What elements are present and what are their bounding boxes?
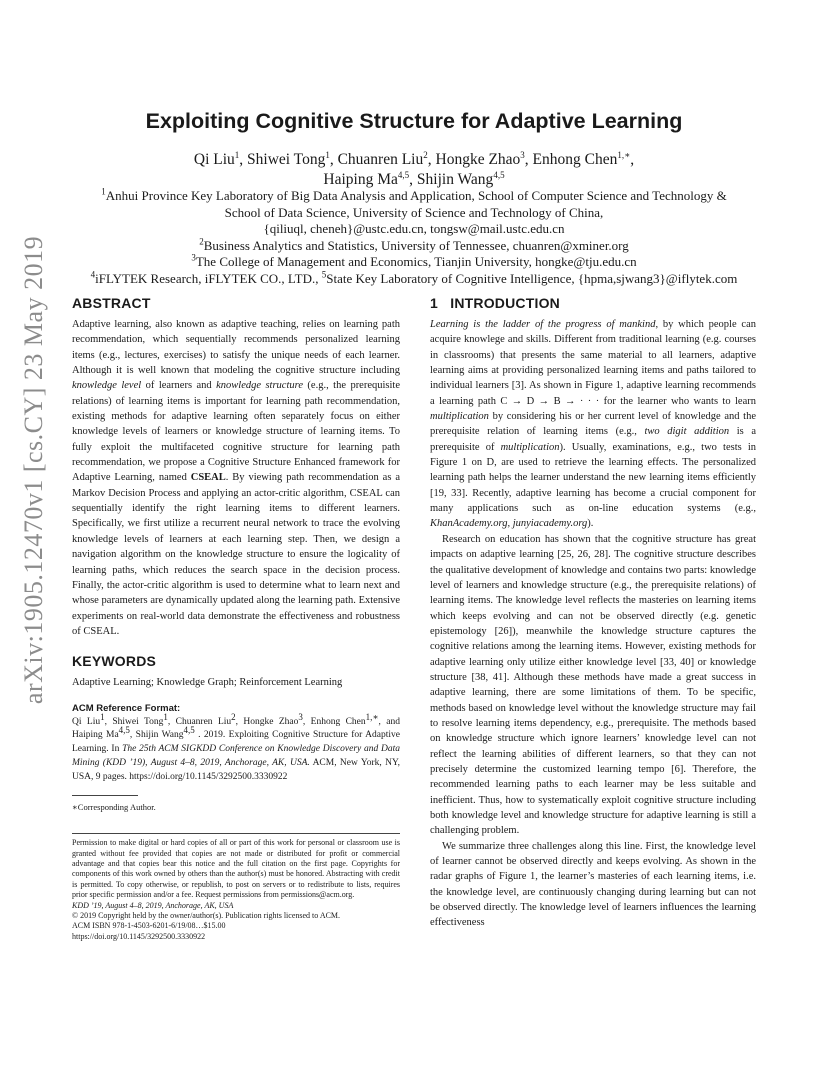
- affil-text: Business Analytics and Statistics, University of Tennessee, chuanren@xminer.org: [203, 237, 629, 253]
- acm-ref-part: Qi Liu: [72, 716, 101, 727]
- permission-block: [72, 838, 400, 942]
- arxiv-identifier: arXiv:1905.12470v1 [cs.CY] 23 May 2019: [19, 235, 48, 705]
- acm-ref-venue: The 25th ACM SIGKDD Conference on Knowledge Discovery and Data Mining (KDD ’19), August 4–8, 2019, Anchorage, AK, USA.: [72, 744, 401, 769]
- intro-part: by considering his or her current level of knowledge and the prerequisite relation of learning items (e.g.,: [430, 411, 756, 438]
- affiliation-4-5: [72, 271, 756, 288]
- author-name: Shiwei Tong: [247, 151, 326, 168]
- abstract-part: . By viewing path recommendation as a Markov Decision Process and applying an actor-critic algorithm, CSEAL can sequentially identify the right learning items to different learners. Specifically, we first utilize a recurrent neural network to trace the evolving knowledge levels of learners at each learning step. Then, we design a navigation algorithm on the knowledge structure to ensure the logicality of learning paths, which reduces the search space in the decision process. Finally, the actor-critic algorithm is used to determine what to learn next and whose parameters are dynamically updated along the learning path. Extensive experiments on real-world data demonstrate the effectiveness and robustness of CSEAL.: [72, 472, 401, 637]
- author-affil-mark: 2: [423, 149, 428, 160]
- affil-text: State Key Laboratory of Cognitive Intelligence, {hpma,sjwang3}@iflytek.com: [326, 270, 738, 286]
- arxiv-sidebar-stamp: [12, 235, 56, 705]
- doi-line: https://doi.org/10.1145/3292500.3330922: [72, 931, 206, 941]
- permission-text: Permission to make digital or hard copies of all or part of this work for personal or classroom use is granted without fee provided that copies are not made or distributed for profit or commercial advantage and that copies bear this notice and the full citation on the first page. Copyrights for components of this work owned by others than the author(s) must be honored. Abstracting with credit is permitted. To copy otherwise, or republish, to post on servers or to redistribute to lists, requires prior specific permission and/or a fee. Request permissions from permissions@acm.org.: [72, 838, 400, 900]
- abstract-emphasis: knowledge structure: [216, 380, 303, 392]
- abstract-heading: ABSTRACT: [72, 295, 151, 311]
- author-affil-mark: 4,5: [493, 169, 505, 180]
- affiliation-list: [72, 188, 756, 288]
- introduction-heading: 1 INTRODUCTION: [430, 295, 560, 311]
- keywords-text: Adaptive Learning; Knowledge Graph; Reinforcement Learning: [72, 677, 343, 689]
- author-affil-mark: 3: [520, 149, 525, 160]
- acm-ref-sup: 4,5: [118, 725, 130, 736]
- affil-mark: 3: [191, 253, 196, 264]
- affil-mark: 5: [321, 269, 327, 280]
- author-line-2: Haiping Ma$^{4,5}$, Shijin Wang$^{4,5}$: [323, 169, 505, 188]
- intro-emphasis: multiplication: [500, 441, 560, 453]
- intro-paragraph-3: We summarize three challenges along this line. First, the knowledge level of learner cannot be observed directly and keeps evolving. As shown in the radar graphs of Figure 1, the learner’s masteries of each learning items, i.e. the knowledge level, are continuously changing during learning but can not be observed directly. The knowledge level of learners influences the learning effectiveness: [430, 840, 756, 929]
- acm-ref-part: , Hongke Zhao: [235, 716, 299, 727]
- acm-reference-heading: ACM Reference Format:: [72, 702, 181, 714]
- author-name: Enhong Chen: [532, 151, 618, 168]
- permission-rule: [72, 833, 400, 834]
- abstract-part: (e.g., the prerequisite relations) of learning items is important for learning path recommendation, existing methods for adaptive learning often separately focus on either knowledge levels of learners or knowledge structure of learning items. To fully exploit the multifaceted cognitive structure for learning path recommendation, we propose a Cognitive Structure Enhanced framework for Adaptive Learning, named: [72, 380, 401, 484]
- author-name: Chuanren Liu: [337, 151, 424, 168]
- acm-ref-part: , Chuanren Liu: [167, 716, 232, 727]
- abstract-emphasis: knowledge level: [72, 380, 142, 392]
- acm-ref-sup: 4,5: [183, 725, 195, 736]
- author-affil-mark: 4,5: [397, 169, 410, 180]
- affil-mark: 1: [101, 186, 106, 197]
- acm-ref-part: , and Haiping Ma: [72, 716, 401, 741]
- intro-emphasis: multiplication: [430, 411, 489, 423]
- acm-ref-part: , Shijin Wang: [129, 730, 184, 741]
- isbn-line: ACM ISBN 978-1-4503-6201-6/19/08…$15.00: [72, 921, 226, 931]
- affil-mark: 2: [199, 236, 204, 247]
- affil-mark: 4: [90, 269, 96, 280]
- affiliation-1-line-2: School of Data Science, University of Science and Technology of China,: [224, 204, 604, 220]
- abstract-part: Adaptive learning, also known as adaptive teaching, relies on learning path recommendation, which sequentially recommends personalized learning items (e.g., lectures, exercises) to satisfy the unique needs of each learner. Although it is well known that modeling the cognitive structure including: [72, 319, 400, 377]
- acm-reference-text: [72, 711, 401, 786]
- keywords-heading: KEYWORDS: [72, 653, 157, 670]
- acm-ref-part: , Shiwei Tong: [104, 716, 164, 727]
- author-name: Hongke Zhao: [435, 151, 521, 168]
- abstract-bold: CSEAL: [190, 472, 226, 484]
- author-list: [72, 150, 756, 190]
- intro-part: is a prerequisite of: [430, 426, 756, 453]
- acm-ref-part: , Enhong Chen: [302, 716, 366, 727]
- affiliation-3: [72, 254, 756, 271]
- author-line-1: Qi Liu$^1$, Shiwei Tong$^1$, Chuanren Liu$^2$, Hongke Zhao$^3$, Enhong Chen$^{1,∗}$,: [193, 149, 635, 168]
- intro-part: , by which people can acquire knowlege and skills. Different from traditional learning (e.g. courses in classrooms) that presents the same material to all learners, adaptive learning aims at providing personalized learning items and paths tailored to individual learners [3]. As shown in Figure 1, adaptive learning recommends a learning path C → D → B → · · · for the learner who wants to learn: [430, 319, 756, 407]
- intro-emphasis: KhanAcademy.org, junyiacademy.org: [430, 518, 588, 530]
- corresponding-author-footnote: ∗Corresponding Author.: [72, 802, 156, 813]
- footnote-rule: [72, 795, 138, 796]
- affiliation-2: [72, 238, 756, 255]
- intro-paragraph-2: Research on education has shown that the cognitive structure has great impacts on adaptive learning [25, 26, 28]. The cognitive structure describes the qualitative development of knowledge and contains two parts: knowledge level of learners and knowledge structure (e.g., the prerequisite relations) of learning items. The knowledge level reflects the masteries on learning items which keeps evolving and can not be observed directly (e.g. genetic epistemology [26]), meanwhile the knowledge structure captures the cognitive relations among the learning items. However, existing methods for adaptive learning only utilize either knowledge level [33, 40] or knowledge structure [38, 41]. Although these methods have made a great success in adaptive learning, there are some limitations of them. To be specific, methods based on knowledge level without the knowledge structure may fail to resolve learning items dependency, e.g., prerequisite. The methods based on knowledge structure which ignore learners’ knowledge level can not reflect the learning abilities of different learners, so that they can not precisely determine the customized learning tempo [6]. Therefore, the recommended learning paths to each learner may be less suitable and inefficient. Thus, how to systematically exploit cognitive structure including both knowledge level and knowledge structure for adaptive learning is still a challenging problem.: [430, 533, 756, 837]
- author-name: Haiping Ma: [323, 171, 398, 188]
- intro-part: ). Usually, examinations, e.g., two tests in Figure 1 on D, are used to retrieve the learning effects. The personalized learning path helps the learner understand the new learning items efficiently [19, 33]. Recently, adaptive learning has become a crucial component for many applications such as on-line education systems (e.g.,: [430, 441, 756, 515]
- intro-emphasis: Learning is the ladder of the progress of mankind: [430, 319, 656, 330]
- author-name: Qi Liu: [193, 151, 235, 168]
- right-column: [430, 295, 756, 931]
- affiliation-1-line-1: [72, 188, 756, 205]
- copyright-line: © 2019 Copyright held by the owner/author(s). Publication rights licensed to ACM.: [72, 910, 341, 920]
- paper-title: Exploiting Cognitive Structure for Adaptive Learning: [145, 109, 683, 133]
- author-affil-mark: 1: [325, 149, 330, 160]
- acm-ref-sup: 1: [163, 711, 168, 722]
- intro-paragraph-1: [430, 317, 756, 532]
- acm-ref-sup: 2: [231, 711, 236, 722]
- intro-emphasis: two digit addition: [644, 426, 730, 438]
- acm-ref-part: . 2019. Exploiting Cognitive Structure for Adaptive Learning. In: [72, 730, 400, 755]
- acm-ref-sup: 1,∗: [365, 711, 379, 722]
- author-name: Shijin Wang: [416, 171, 494, 188]
- author-affil-mark: 1: [234, 149, 240, 160]
- conference-line: KDD ’19, August 4–8, 2019, Anchorage, AK, USA: [72, 900, 234, 910]
- acm-ref-sup: 1: [100, 711, 105, 722]
- abstract-part: of learners and: [141, 380, 217, 392]
- affil-text: iFLYTEK Research, iFLYTEK CO., LTD.,: [95, 270, 322, 286]
- affiliation-1-emails: {qiliuql, cheneh}@ustc.edu.cn, tongsw@mail.ustc.edu.cn: [263, 221, 565, 237]
- author-affil-mark: 1,∗: [617, 149, 631, 160]
- acm-ref-sup: 3: [298, 711, 303, 722]
- affil-text: The College of Management and Economics, Tianjin University, hongke@tju.edu.cn: [195, 254, 637, 270]
- abstract-text: [72, 317, 400, 639]
- left-column: [72, 295, 400, 942]
- intro-part: ).: [587, 518, 594, 530]
- acm-ref-part: ACM, New York, NY, USA, 9 pages. https://doi.org/10.1145/3292500.3330922: [72, 758, 400, 783]
- affil-text: Anhui Province Key Laboratory of Big Data Analysis and Application, School of Computer Science and Technology &: [105, 188, 727, 203]
